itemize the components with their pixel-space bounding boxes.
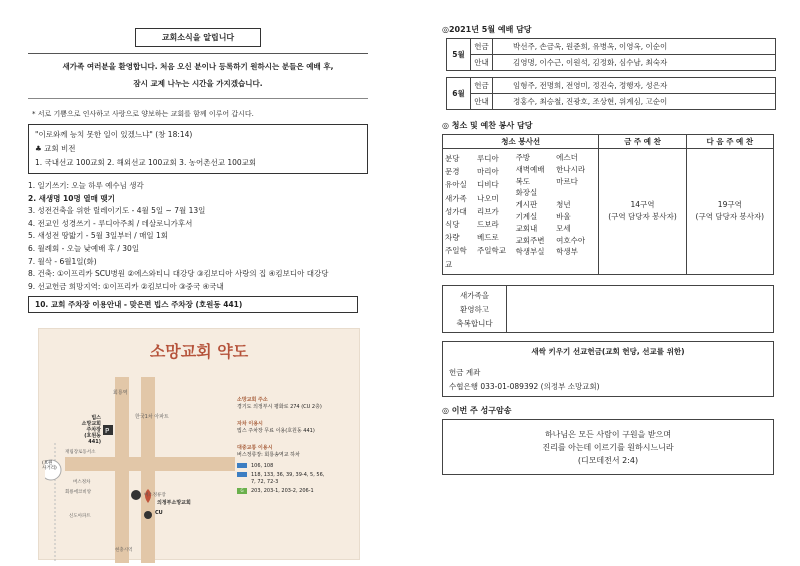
area-item: 교회내 [515,223,538,233]
label-vips: 빕스 소망교회 주차장 (호원동 441) [81,415,101,445]
group-column [554,149,599,275]
verse: "이로와께 능치 못한 일이 있겠느냐" (창 18:14) [35,130,193,139]
map-drawing [45,365,245,565]
welcome-text [28,58,368,92]
label-cu: CU [155,510,163,516]
memory-ref: (디모데전서 2:4) [577,455,639,465]
list-item: 2. 새생명 10명 열매 맺기 [28,193,115,203]
label-church: 의정부소망교회 [157,500,191,506]
church-map [38,328,360,560]
names: 정홍수, 최승철, 진광호, 조상현, 위계심, 고순이 [493,94,776,110]
names: 임형주, 전명희, 전영미, 정진숙, 정행자, 성은자 [493,78,776,94]
info-text: 버스정류장: 회룡송역교 하차 [237,452,300,458]
list-item: 6. 월례회 - 오늘 낮예배 후 / 30일 [28,243,140,253]
memory-line-2: 진리를 아는데 이르기를 원하시느니라 [542,442,674,452]
group-item: 에스더 [556,153,578,162]
map-info [237,397,357,495]
group-item: 나오미 [476,193,499,203]
bus-badge [237,463,247,468]
map-title: 소망교회 약도 [149,342,249,361]
group-item: 청년 [556,200,571,210]
group-column [475,149,514,275]
label-top-road: 회룡역 [113,390,128,396]
group-item: 마리아 [476,167,499,177]
welcome-line-1: 새가족 여러분을 환영합니다. 처음 오신 분이나 등록하기 원하시는 분들은 예배 후, [62,62,334,71]
memory-box [442,419,774,475]
group-item: 여호수아 [556,235,586,245]
role-label: 안내 [471,94,493,110]
right-page [442,24,778,475]
label-apt2: 회룡에코비앙 [65,490,92,495]
bus-badge: G [237,488,247,494]
divider [28,98,368,99]
group-item: 바울 [556,211,571,221]
area-item: 복도 [515,176,531,186]
this-week-cell: 14구역 (구역 담당자 봉사자) [599,149,686,275]
info-block [237,397,357,411]
list-item: 7. 월삭 - 6월1일(화) [28,256,97,266]
area-item: 학생부실 [515,247,545,257]
info-text: 경기도 의정부시 평화로 274 (CU 2층) [237,404,322,410]
role-label: 헌금 [471,78,493,94]
group-item: 마르다 [556,176,578,186]
label-senior: 재림장로동서소 [65,450,96,455]
area-item: 문경 [445,167,460,177]
area-item: 식당 [445,220,460,230]
bus-badge [237,472,247,477]
list-item: 8. 건축: ①이프리카 SCU병원 ②에스와티니 대강당 ③킴보디아 사랑의 집 ④킴보디아 대강당 [28,269,329,279]
bus-row [237,463,357,470]
col-header: 청소 봉사선 [443,135,599,149]
worship-table-may [446,38,776,71]
bus-list [237,463,357,495]
newcomer-box [442,285,774,333]
info-head: 자차 이용시 [237,421,263,427]
vision-box [28,124,368,174]
info-block [237,445,357,459]
account-info: 수협은행 033-01-089392 (의정부 소망교회) [449,381,600,391]
svg-text:P: P [105,427,110,435]
info-head: 대중교통 이용시 [237,445,273,451]
list-item: 4. 전교인 성경쓰기 - 루디아주최 / 데살로니가후서 [28,218,193,228]
info-head: 소망교회 주소 [237,397,268,403]
vision-items: 1. 국내선교 100교회 2. 해외선교 100교회 3. 농어촌선교 100교회 [35,158,257,167]
newcomer-text: 새가족을 환영하고 축복합니다 [443,286,507,332]
info-text: 빕스 주차장 무료 이용(호원동 441) [237,428,315,434]
month-label: 5월 [447,39,471,71]
cleaning-table [442,134,774,275]
area-column [514,149,555,275]
list-item: 5. 새성전 땅밟기 - 5월 3일부터 / 매일 1회 [28,231,168,241]
area-item: 주방 [515,153,531,162]
group-item: 드보라 [476,220,499,230]
vision-label: ♣ 교회 비전 [35,144,76,153]
area-item: 화장실 [515,188,538,198]
area-item: 차량 [445,233,460,243]
memory-line-1: 하나님은 모든 사람이 구원을 받으며 [544,429,672,439]
worship-head: ◎2021년 5월 예배 담당 [442,25,532,34]
area-item: 새벽예배 [515,164,545,174]
label-apt3: 신도아파트 [69,514,91,519]
offering-box [442,341,774,397]
list-item: 3. 성전건축을 위한 릴레이기도 - 4월 5일 ~ 7월 13일 [28,206,206,216]
next-week-cell: 19구역 (구역 담당자 봉사자) [686,149,773,275]
label-side: (호원 사거리) [42,461,57,471]
list-item: 9. 선교헌금 희망지역: ①이프리카 ②킴보디아 ③중국 ④국내 [28,281,224,291]
news-list [28,180,368,293]
group-item: 루디아 [476,154,499,163]
bus-numbers: 106, 108 [251,463,274,469]
month-label: 6월 [447,78,471,110]
role-label: 안내 [471,55,493,71]
memory-head: ◎ 이번 주 성구암송 [442,405,512,415]
group-item: 디비다 [476,180,499,190]
area-item: 주일학교 [445,246,467,269]
note-text: * 서로 기쁨으로 인사하고 사랑으로 양보하는 교회를 함께 이루어 갑시다. [32,110,254,118]
account-label: 헌금 계좌 [449,367,481,377]
group-item: 베드로 [476,233,499,243]
area-item: 기계실 [515,211,538,221]
role-label: 헌금 [471,39,493,55]
offering-title: 새싹 키우기 선교헌금(교회 헌당, 선교를 위한) [531,346,685,356]
group-item [556,187,596,199]
info-block [237,421,357,435]
group-item: 주일학교 [476,246,506,256]
worship-table-june [446,77,776,110]
group-item: 리브가 [476,206,499,216]
label-bus-stop: 버스정차 [73,480,91,485]
label-bus: 버스정류장 [144,493,166,498]
left-page [28,28,368,553]
group-item: 한나시라 [556,164,586,174]
names: 김영명, 이수근, 이원석, 김정화, 심수남, 최숙자 [493,55,776,71]
col-header: 금 주 예 찬 [599,135,686,149]
cleaning-head: ◎ 청소 및 예찬 봉사 담당 [442,121,533,130]
bus-numbers: 118, 133, 36, 39, 39-4, 5, 56, 7, 72, 72-3 [251,472,325,485]
area-column [443,149,475,275]
divider [28,53,368,54]
area-item: 분당 [445,154,460,163]
bus-row [237,472,357,486]
bus-numbers: 203, 203-1, 203-2, 206-1 [251,488,314,494]
area-item: 성가대 [445,206,467,216]
bus-row [237,488,357,495]
list-item: 1. 일기쓰기: 오늘 하루 예수님 생각 [28,181,144,190]
label-apt1: 한국1차 아파트 [135,414,169,420]
parking-notice: 10. 교회 주차장 이용안내 - 맞은편 빕스 주차장 (호원동 441) [28,296,358,313]
area-item: 새가족 [445,193,467,203]
area-item: 교회주변 [515,235,545,245]
group-item: 모세 [556,223,571,233]
area-item: 유아실 [445,180,467,190]
area-item: 게시판 [515,200,538,210]
names: 박선주, 손금옥, 원준희, 유병옥, 이영옥, 이순이 [493,39,776,55]
label-bottom: 현충시역 [115,548,133,553]
col-header: 다 음 주 예 찬 [686,135,773,149]
welcome-line-2: 잠시 교제 나누는 시간을 가지겠습니다. [133,79,263,88]
group-item: 학생부 [556,247,578,257]
news-title: 교회소식을 알립니다 [135,28,261,47]
